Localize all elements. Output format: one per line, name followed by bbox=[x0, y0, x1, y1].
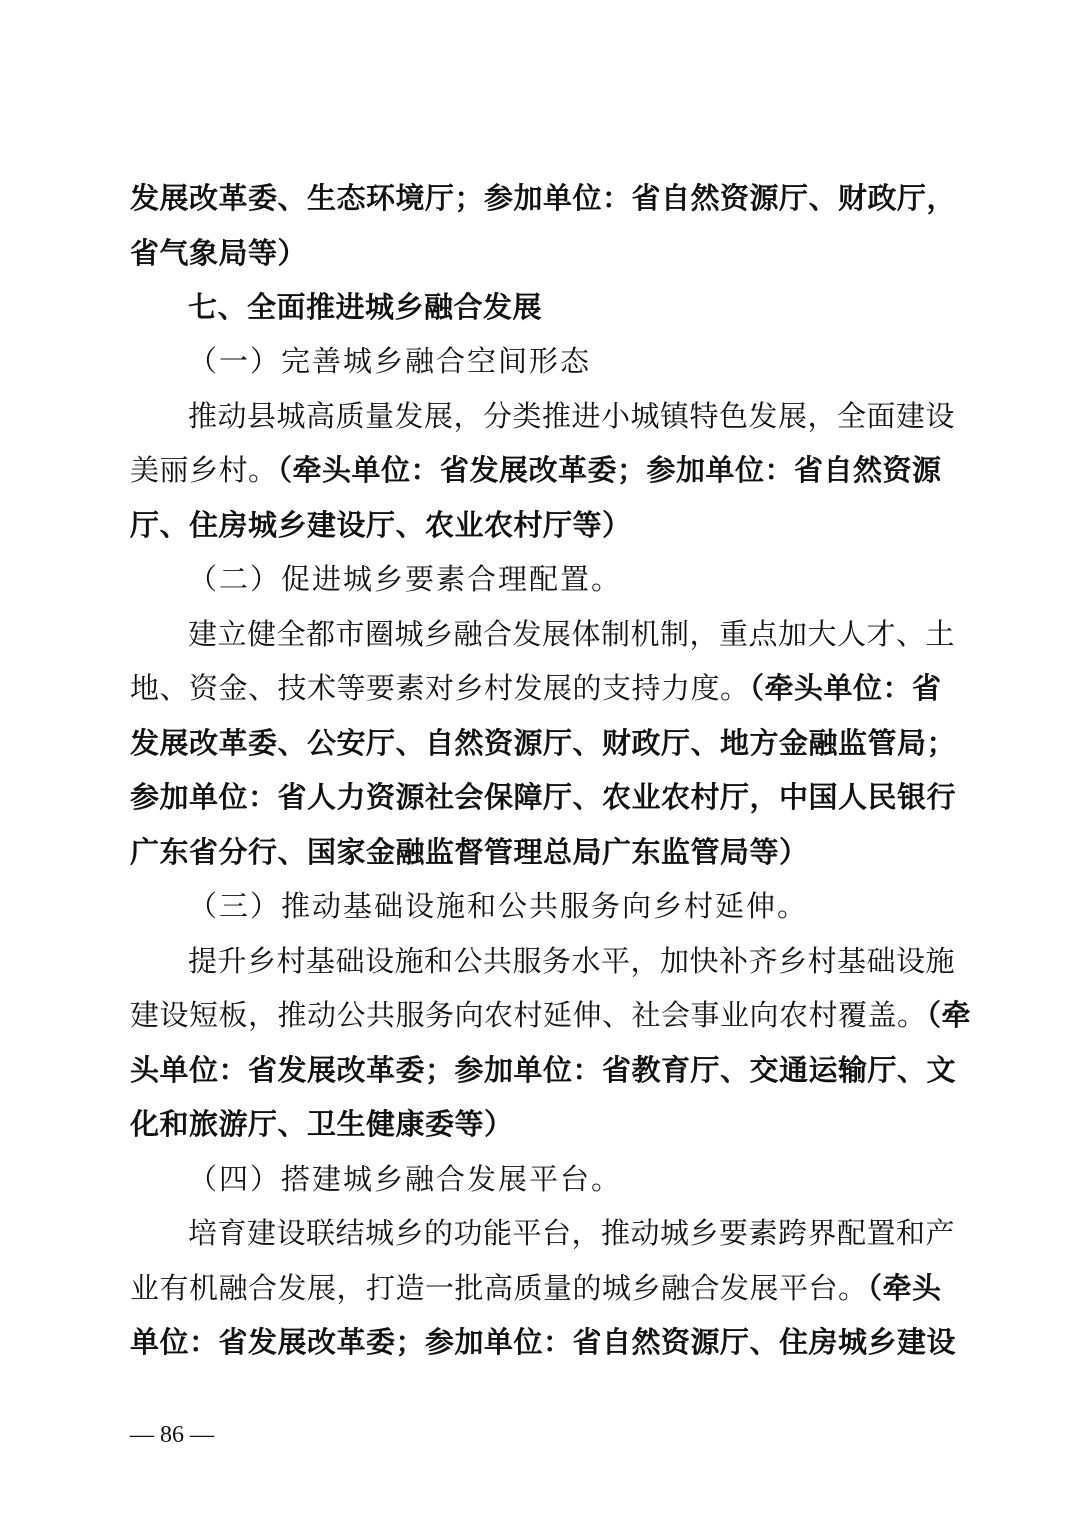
subsection-heading-2: （二）促进城乡要素合理配置。 bbox=[188, 562, 623, 596]
subsection-3-body-line-4: 化和旅游厅、卫生健康委等） bbox=[130, 1107, 514, 1141]
subsection-heading-3: （三）推动基础设施和公共服务向乡村延伸。 bbox=[188, 889, 809, 923]
subsection-2-body-line-4: 参加单位：省人力资源社会保障厅、农业农村厅，中国人民银行 bbox=[130, 780, 957, 814]
subsection-4-body-line-2 bbox=[130, 1268, 950, 1308]
subsection-3-body-line-2-bold: （牵 bbox=[926, 998, 972, 1032]
subsection-2-body-line-3: 发展改革委、公安厅、自然资源厅、财政厅、地方金融监管局； bbox=[130, 726, 957, 760]
subsection-3-body-line-2-plain: 建设短板，推动公共服务向农村延伸、社会事业向农村覆盖。 bbox=[130, 998, 927, 1032]
subsection-2-body-line-2-bold: （牵头单位：省 bbox=[749, 671, 942, 705]
subsection-3-body-line-3: 头单位：省发展改革委；参加单位：省教育厅、交通运输厅、文 bbox=[130, 1053, 957, 1087]
subsection-1-body-line-3: 厅、住房城乡建设厅、农业农村厅等） bbox=[130, 508, 632, 542]
subsection-1-body-line-2 bbox=[130, 450, 950, 490]
subsection-2-body-line-2-plain: 地、资金、技术等要素对乡村发展的支持力度。 bbox=[130, 671, 750, 705]
subsection-heading-1: （一）完善城乡融合空间形态 bbox=[188, 344, 592, 378]
subsection-2-body-line-2 bbox=[130, 668, 950, 708]
section-title: 七、全面推进城乡融合发展 bbox=[188, 290, 543, 324]
subsection-4-body-line-1: 培育建设联结城乡的功能平台，推动城乡要素跨界配置和产 bbox=[188, 1216, 956, 1250]
subsection-3-body-line-2 bbox=[130, 995, 972, 1035]
continuation-line-2: 省气象局等） bbox=[130, 236, 308, 270]
subsection-4-body-line-2-bold: （牵头 bbox=[867, 1271, 942, 1305]
subsection-2-body-line-1: 建立健全都市圈城乡融合发展体制机制，重点加大人才、土 bbox=[188, 617, 956, 651]
subsection-4-body-line-2-plain: 业有机融合发展，打造一批高质量的城乡融合发展平台。 bbox=[130, 1271, 868, 1305]
page-number: — 86 — bbox=[130, 1422, 214, 1448]
subsection-1-body-line-2-bold: （牵头单位：省发展改革委；参加单位：省自然资源 bbox=[277, 453, 942, 487]
subsection-1-body-line-1: 推动县城高质量发展，分类推进小城镇特色发展，全面建设 bbox=[188, 399, 956, 433]
subsection-4-body-line-3: 单位：省发展改革委；参加单位：省自然资源厅、住房城乡建设 bbox=[130, 1325, 957, 1359]
subsection-2-body-line-5: 广东省分行、国家金融监督管理总局广东监管局等） bbox=[130, 835, 809, 869]
subsection-1-body-line-2-plain: 美丽乡村。 bbox=[130, 453, 278, 487]
subsection-heading-4: （四）搭建城乡融合发展平台。 bbox=[188, 1162, 623, 1196]
subsection-3-body-line-1: 提升乡村基础设施和公共服务水平，加快补齐乡村基础设施 bbox=[188, 944, 956, 978]
continuation-line-1: 发展改革委、生态环境厅；参加单位：省自然资源厅、财政厅， bbox=[130, 181, 957, 215]
